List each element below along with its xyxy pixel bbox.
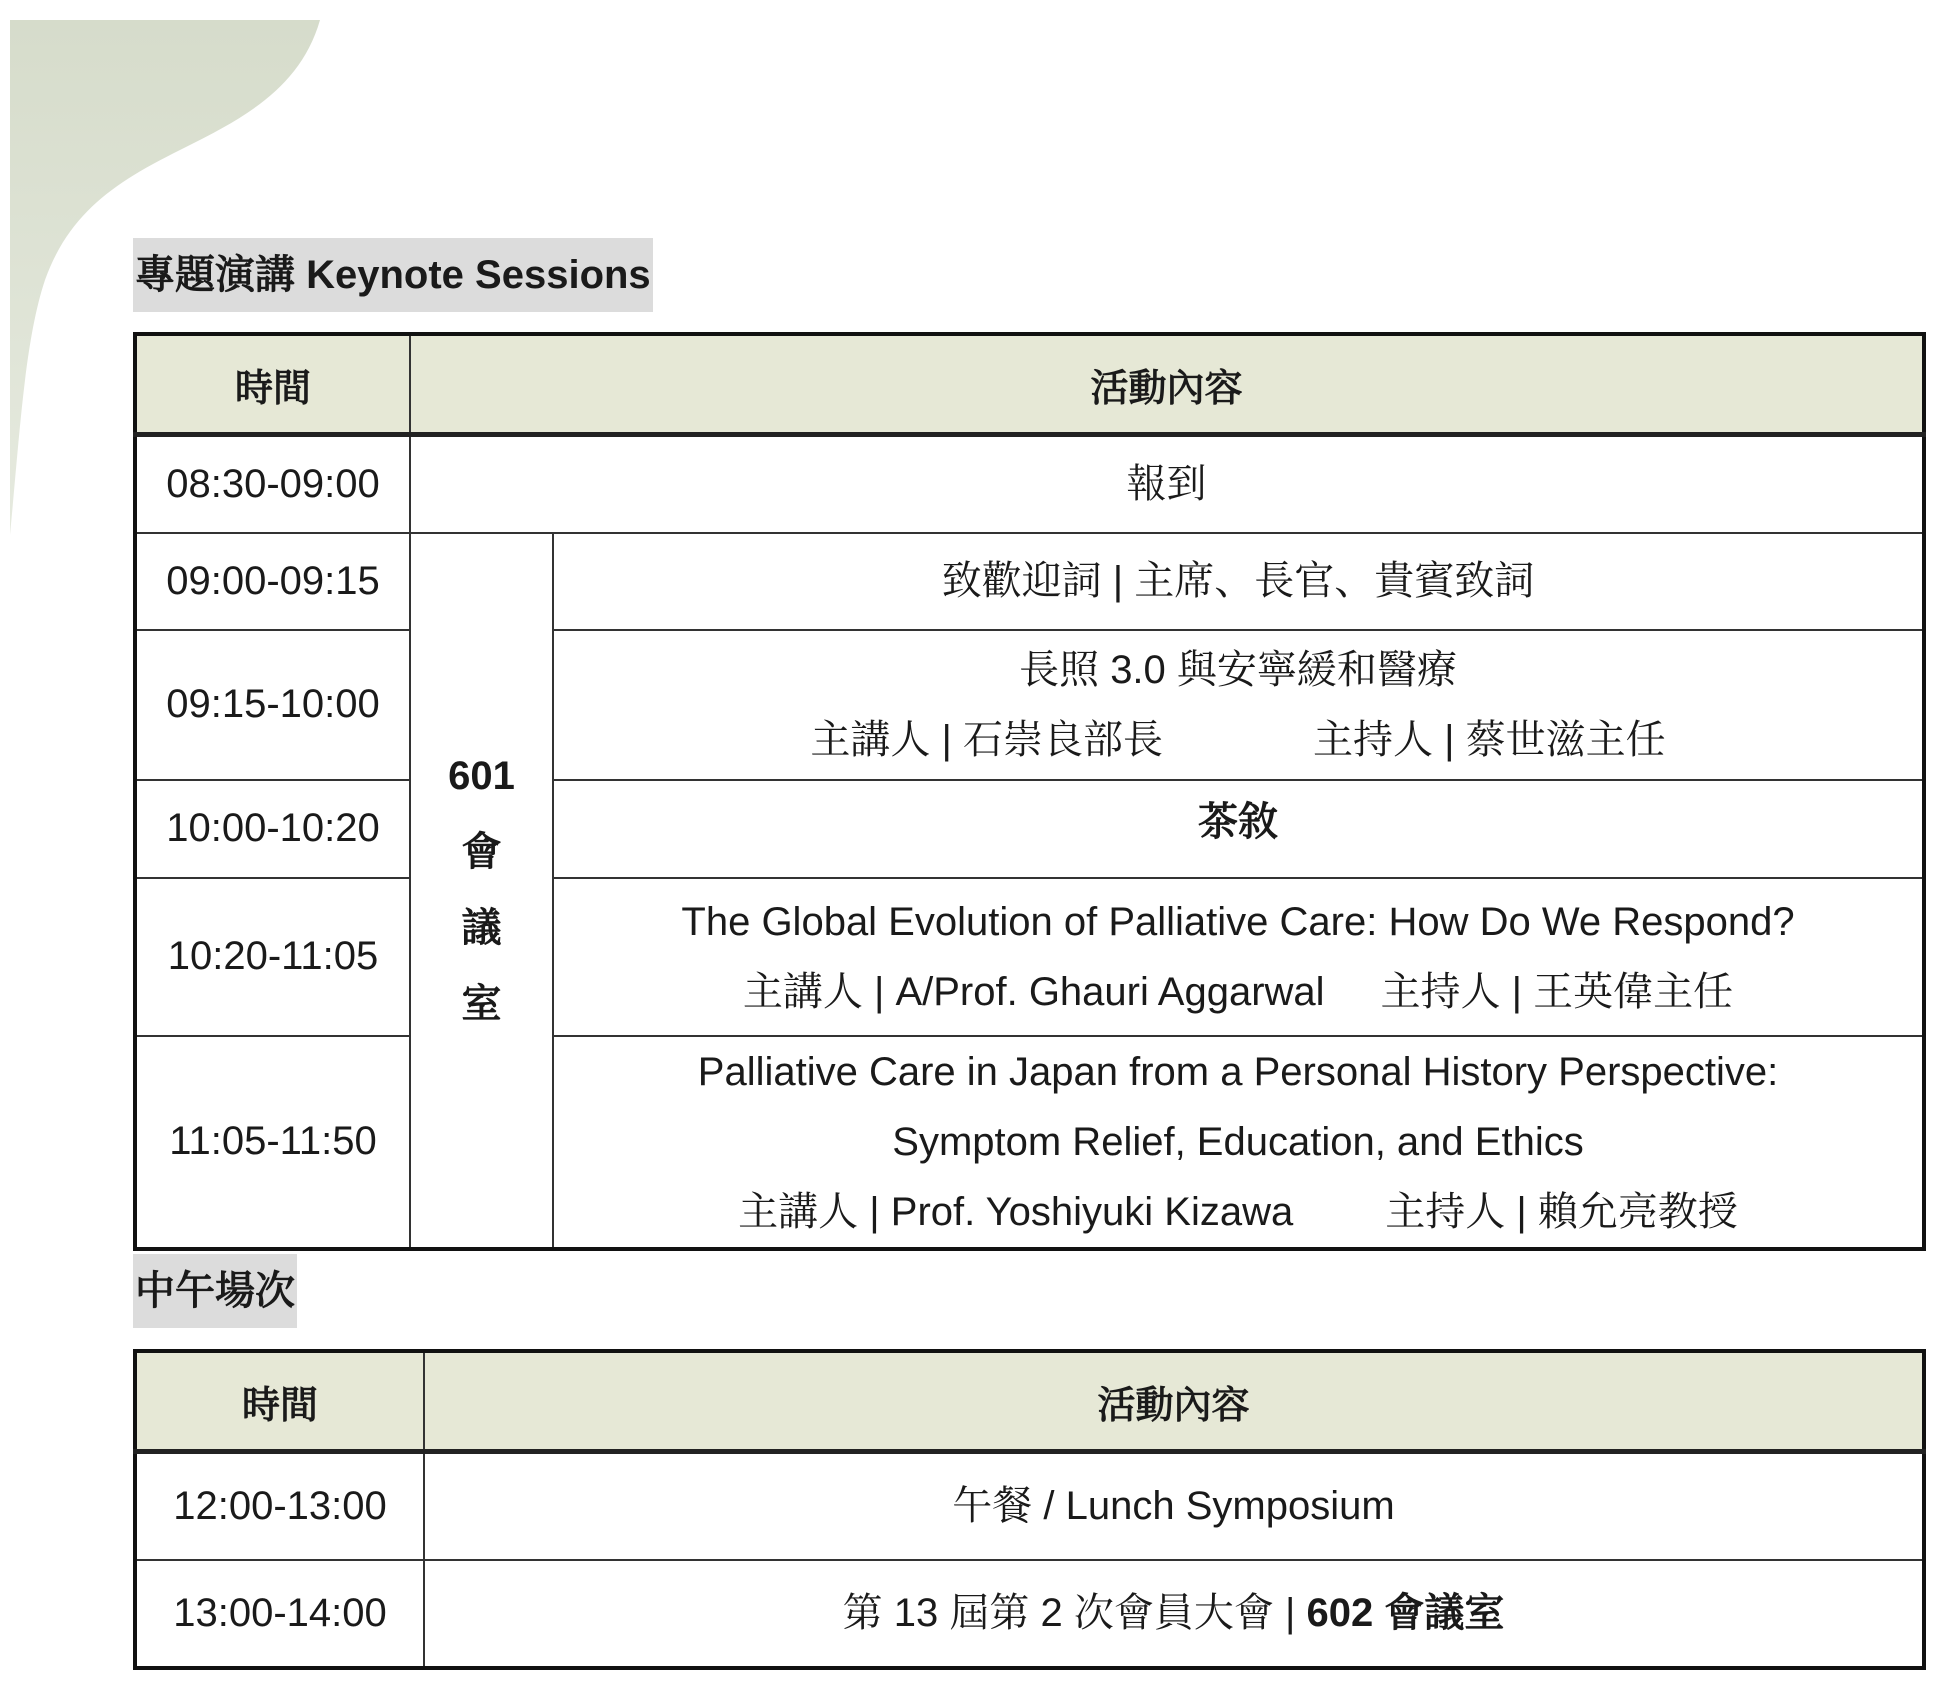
- content-cell: 致歡迎詞 | 主席、長官、貴賓致詞: [553, 533, 1924, 630]
- header-time: 時間: [135, 334, 410, 435]
- meeting-room: 602 會議室: [1306, 1591, 1505, 1635]
- room-cell: [410, 533, 553, 1249]
- table-row: [135, 630, 1924, 780]
- speaker: 主講人 | Prof. Yoshiyuki Kizawa: [738, 1189, 1294, 1234]
- room-number: 601: [448, 754, 515, 798]
- session-people: [554, 705, 1922, 775]
- table-header-row: [135, 334, 1924, 435]
- session-title: 長照 3.0 與安寧緩和醫療: [1019, 647, 1457, 692]
- time-cell: 10:20-11:05: [135, 878, 410, 1036]
- time-cell: 08:30-09:00: [135, 435, 410, 533]
- noon-section-title: 中午場次: [133, 1254, 297, 1328]
- room-char: 議: [461, 906, 502, 950]
- table-row: [135, 780, 1924, 878]
- speaker: 主講人 | A/Prof. Ghauri Aggarwal: [742, 969, 1325, 1014]
- table-header-row: [135, 1351, 1924, 1452]
- table-row: [135, 1560, 1924, 1668]
- speaker: 主講人 | 石崇良部長: [810, 717, 1163, 762]
- content-cell: [424, 1560, 1924, 1668]
- session-title: Symptom Relief, Education, and Ethics: [892, 1119, 1584, 1164]
- time-cell: 09:15-10:00: [135, 630, 410, 780]
- content-cell: 茶敘: [553, 780, 1924, 878]
- session-people: [554, 957, 1922, 1027]
- meeting-text: 第 13 屆第 2 次會員大會 |: [842, 1591, 1307, 1635]
- time-cell: 12:00-13:00: [135, 1452, 424, 1560]
- table-row: [135, 533, 1924, 630]
- noon-schedule-table: [133, 1349, 1926, 1670]
- time-cell: 11:05-11:50: [135, 1036, 410, 1249]
- header-time: 時間: [135, 1351, 424, 1452]
- host: 主持人 | 蔡世滋主任: [1313, 717, 1666, 762]
- keynote-schedule-table: [133, 332, 1926, 1251]
- table-row: [135, 878, 1924, 1036]
- content-cell: [553, 630, 1924, 780]
- content-cell: 報到: [410, 435, 1924, 533]
- time-cell: 10:00-10:20: [135, 780, 410, 878]
- room-char: 室: [461, 982, 502, 1026]
- content-cell: [553, 878, 1924, 1036]
- session-people: [554, 1177, 1922, 1247]
- header-content: 活動內容: [410, 334, 1924, 435]
- table-row: [135, 1036, 1924, 1249]
- keynote-section-title: 專題演講 Keynote Sessions: [133, 238, 653, 312]
- host: 主持人 | 王英偉主任: [1380, 969, 1734, 1014]
- content-cell: [553, 1036, 1924, 1249]
- session-title: Palliative Care in Japan from a Personal History Perspective:: [697, 1049, 1779, 1094]
- time-cell: 13:00-14:00: [135, 1560, 424, 1668]
- table-row: [135, 435, 1924, 533]
- room-char: 會: [461, 830, 502, 874]
- header-content: 活動內容: [424, 1351, 1924, 1452]
- table-row: [135, 1452, 1924, 1560]
- host: 主持人 | 賴允亮教授: [1385, 1189, 1738, 1234]
- session-title: The Global Evolution of Palliative Care: How Do We Respond?: [681, 899, 1795, 944]
- time-cell: 09:00-09:15: [135, 533, 410, 630]
- content-cell: 午餐 / Lunch Symposium: [424, 1452, 1924, 1560]
